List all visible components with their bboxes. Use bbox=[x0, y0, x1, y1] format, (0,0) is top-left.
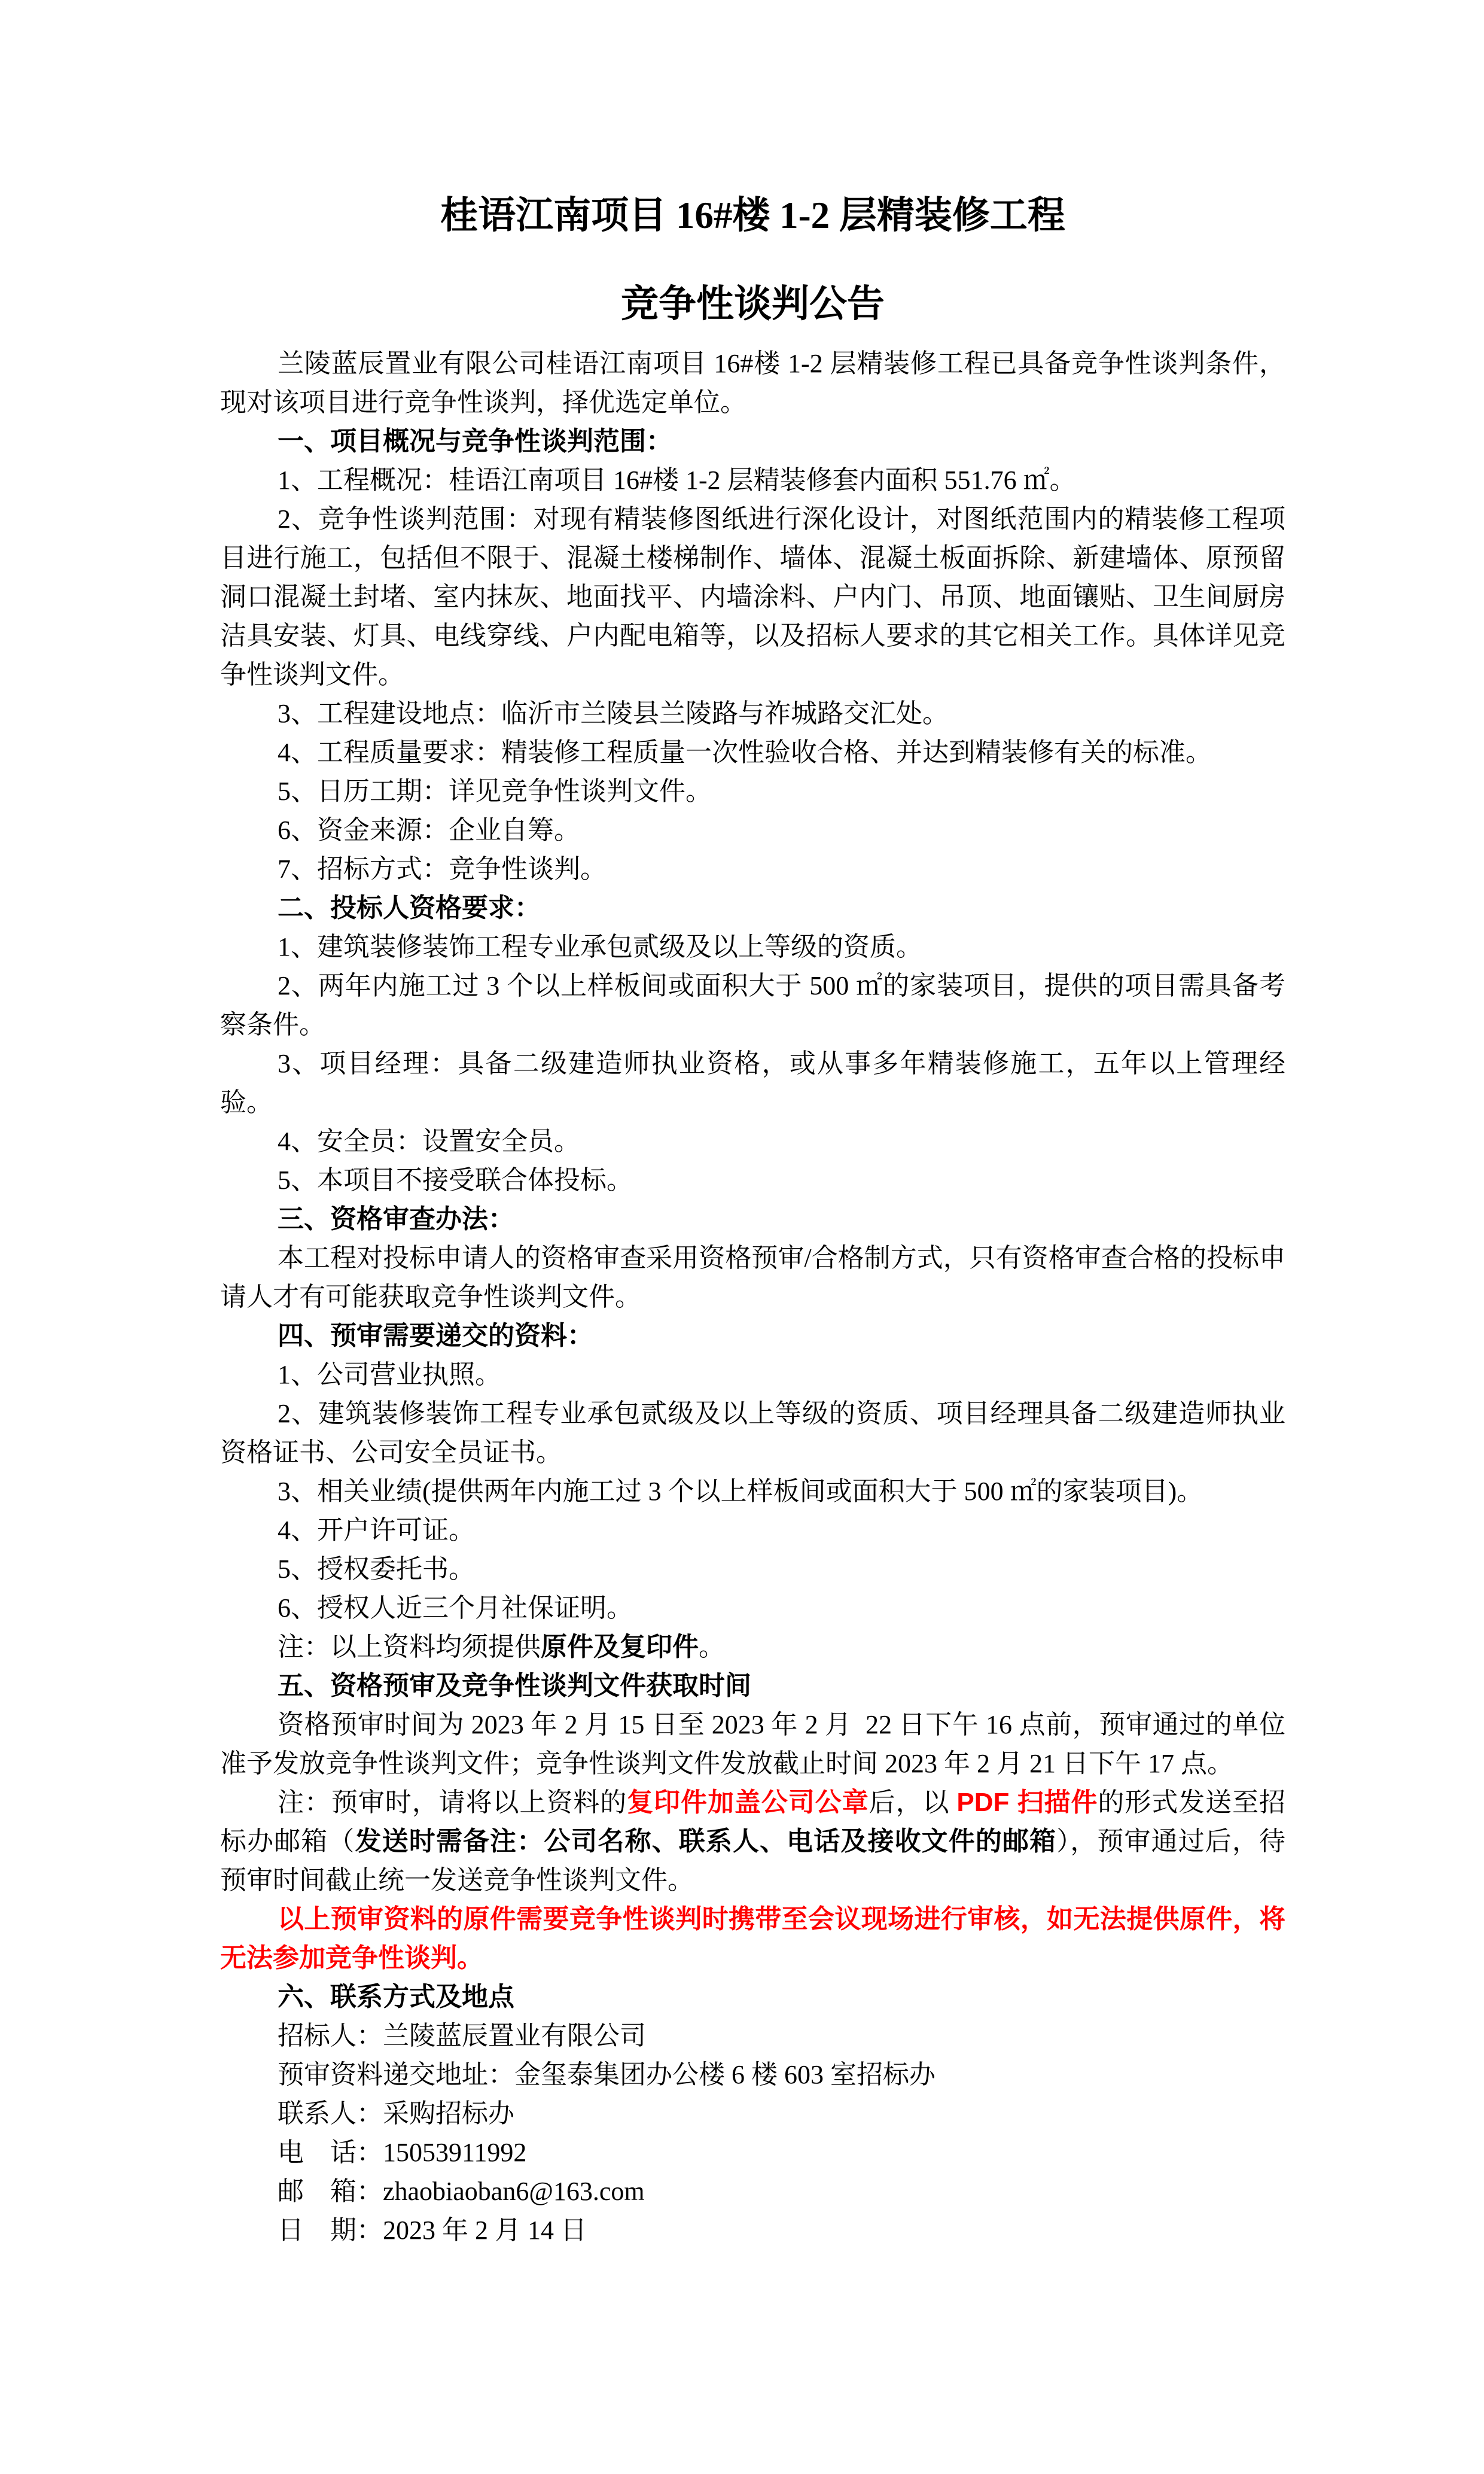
paragraph bbox=[220, 461, 1285, 500]
text-run: 资格预审时间为 2023 年 2 月 15 日至 2023 年 2 月 22 日下午 16 点前，预审通过的单位准予发放竞争性谈判文件；竞争性谈判文件发放截止时间 2023 年 2 月 21 日下午 17 点。 bbox=[220, 1710, 1285, 1778]
text-run: 邮 箱：zhaobiaoban6@163.com bbox=[278, 2177, 645, 2206]
section-heading bbox=[220, 1200, 1285, 1238]
text-run: 注：预审时，请将以上资料的 bbox=[278, 1788, 627, 1817]
paragraph bbox=[220, 2211, 1285, 2250]
text-run-bold: 原件及复印件 bbox=[541, 1632, 699, 1661]
paragraph bbox=[220, 500, 1285, 694]
paragraph bbox=[220, 927, 1285, 966]
paragraph bbox=[220, 2055, 1285, 2094]
paragraph bbox=[220, 1044, 1285, 1122]
text-run: 3、工程建设地点：临沂市兰陵县兰陵路与祚城路交汇处。 bbox=[278, 699, 949, 728]
text-run-red-bold: 复印件加盖公司公章 bbox=[627, 1788, 869, 1817]
text-run: 5、本项目不接受联合体投标。 bbox=[278, 1166, 633, 1195]
section-heading bbox=[220, 1666, 1285, 1705]
document-body bbox=[220, 344, 1285, 2250]
paragraph bbox=[220, 694, 1285, 733]
paragraph bbox=[220, 1122, 1285, 1161]
text-run: 2、竞争性谈判范围：对现有精装修图纸进行深化设计，对图纸范围内的精装修工程项目进行施工，包括但不限于、混凝土楼梯制作、墙体、混凝土板面拆除、新建墙体、原预留洞口混凝土封堵、室内抹灰、地面找平、内墙涂料、户内门、吊顶、地面镶贴、卫生间厨房洁具安装、灯具、电线穿线、户内配电箱等，以及招标人要求的其它相关工作。具体详见竞争性谈判文件。 bbox=[220, 504, 1285, 689]
text-run: 1、建筑装修装饰工程专业承包贰级及以上等级的资质。 bbox=[278, 932, 922, 961]
paragraph bbox=[220, 1705, 1285, 1783]
text-run: 三、资格审查办法： bbox=[278, 1204, 514, 1234]
text-run-red-bold: PDF 扫描件 bbox=[956, 1788, 1098, 1817]
paragraph bbox=[220, 1161, 1285, 1200]
paragraph bbox=[220, 344, 1285, 422]
paragraph bbox=[220, 1589, 1285, 1627]
text-run: 一、项目概况与竞争性谈判范围： bbox=[278, 427, 672, 456]
text-run: 电 话：15053911992 bbox=[278, 2138, 527, 2167]
text-run: 5、日历工期：详见竞争性谈判文件。 bbox=[278, 777, 712, 806]
text-run: 4、开户许可证。 bbox=[278, 1516, 475, 1545]
text-run: 3、相关业绩(提供两年内施工过 3 个以上样板间或面积大于 500 ㎡的家装项目)。 bbox=[278, 1477, 1203, 1506]
paragraph bbox=[220, 2016, 1285, 2055]
paragraph bbox=[220, 1627, 1285, 1666]
text-run: 五、资格预审及竞争性谈判文件获取时间 bbox=[278, 1671, 751, 1700]
text-run: 六、联系方式及地点 bbox=[278, 1982, 514, 2012]
document-title: 桂语江南项目 16#楼 1-2 层精装修工程 bbox=[440, 194, 1065, 236]
text-run-bold: 发送时需备注：公司名称、联系人、电话及接收文件的邮箱 bbox=[355, 1827, 1057, 1856]
text-run: 1、工程概况：桂语江南项目 16#楼 1-2 层精装修套内面积 551.76 ㎡。 bbox=[278, 465, 1076, 495]
paragraph bbox=[220, 811, 1285, 850]
paragraph bbox=[220, 850, 1285, 888]
text-run: 注：以上资料均须提供 bbox=[278, 1632, 541, 1661]
text-run: 后，以 bbox=[869, 1788, 957, 1817]
paragraph bbox=[220, 1900, 1285, 1977]
text-run: 四、预审需要递交的资料： bbox=[278, 1321, 593, 1350]
paragraph bbox=[220, 966, 1285, 1044]
paragraph bbox=[220, 733, 1285, 772]
text-run: 2、两年内施工过 3 个以上样板间或面积大于 500 ㎡的家装项目，提供的项目需具备考察条件。 bbox=[220, 971, 1285, 1039]
paragraph bbox=[220, 1355, 1285, 1394]
text-run: 。 bbox=[699, 1632, 725, 1661]
text-run: 2、建筑装修装饰工程专业承包贰级及以上等级的资质、项目经理具备二级建造师执业资格证书、公司安全员证书。 bbox=[220, 1399, 1285, 1467]
text-run: 日 期：2023 年 2 月 14 日 bbox=[278, 2216, 587, 2245]
text-run: 6、资金来源：企业自筹。 bbox=[278, 815, 580, 845]
text-run: 4、工程质量要求：精装修工程质量一次性验收合格、并达到精装修有关的标准。 bbox=[278, 738, 1212, 767]
document-subtitle: 竞争性谈判公告 bbox=[621, 283, 885, 325]
paragraph bbox=[220, 1783, 1285, 1900]
section-heading bbox=[220, 422, 1285, 461]
paragraph bbox=[220, 1394, 1285, 1472]
text-run: 联系人：采购招标办 bbox=[278, 2099, 514, 2128]
section-heading bbox=[220, 1977, 1285, 2016]
text-run: 二、投标人资格要求： bbox=[278, 893, 541, 923]
paragraph bbox=[220, 1238, 1285, 1316]
text-run: 招标人：兰陵蓝辰置业有限公司 bbox=[278, 2021, 646, 2050]
text-run-red-bold: 以上预审资料的原件需要竞争性谈判时携带至会议现场进行审核，如无法提供原件，将无法参加竞争性谈判。 bbox=[220, 1904, 1285, 1973]
paragraph bbox=[220, 2094, 1285, 2133]
text-run: 本工程对投标申请人的资格审查采用资格预审/合格制方式，只有资格审查合格的投标申请人才有可能获取竞争性谈判文件。 bbox=[220, 1243, 1285, 1311]
text-run: ），预审通过后，待预审时间截止统一发送竞争性谈判文件。 bbox=[220, 1827, 1286, 1895]
section-heading bbox=[220, 888, 1285, 927]
text-run: 预审资料递交地址：金玺泰集团办公楼 6 楼 603 室招标办 bbox=[278, 2060, 936, 2089]
text-run: 的形式发送至招标办邮箱（ bbox=[220, 1788, 1286, 1856]
paragraph bbox=[220, 1472, 1285, 1511]
text-run: 5、授权委托书。 bbox=[278, 1554, 475, 1584]
text-run: 7、招标方式：竞争性谈判。 bbox=[278, 854, 607, 884]
text-run: 4、安全员：设置安全员。 bbox=[278, 1127, 580, 1156]
text-run: 6、授权人近三个月社保证明。 bbox=[278, 1593, 633, 1623]
paragraph bbox=[220, 2133, 1285, 2172]
text-run: 3、项目经理：具备二级建造师执业资格，或从事多年精装修施工，五年以上管理经验。 bbox=[220, 1049, 1285, 1117]
paragraph bbox=[220, 1550, 1285, 1589]
paragraph bbox=[220, 2172, 1285, 2211]
text-run: 1、公司营业执照。 bbox=[278, 1360, 501, 1389]
paragraph bbox=[220, 1511, 1285, 1550]
paragraph bbox=[220, 772, 1285, 811]
text-run: 兰陵蓝辰置业有限公司桂语江南项目 16#楼 1-2 层精装修工程已具备竞争性谈判条件，现对该项目进行竞争性谈判，择优选定单位。 bbox=[220, 349, 1285, 417]
section-heading bbox=[220, 1316, 1285, 1355]
